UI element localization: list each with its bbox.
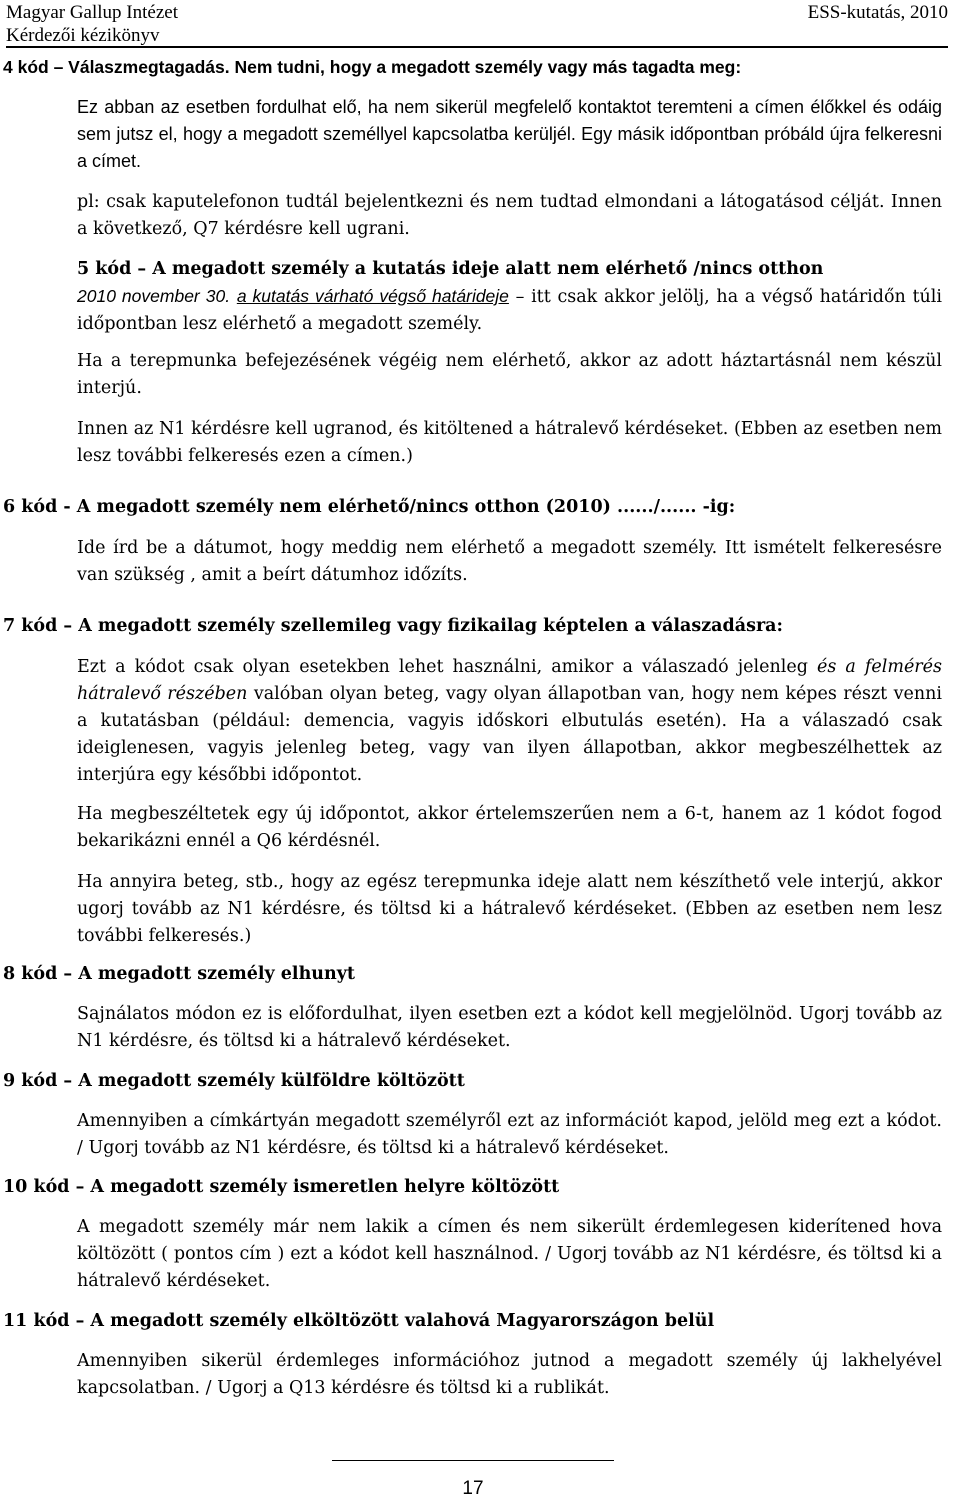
code-5-paragraph-1	[77, 283, 942, 338]
code-5-heading: 5 kód – A megadott személy a kutatás ideje alatt nem elérhető /nincs otthon	[77, 259, 824, 279]
footer-rule	[332, 1460, 614, 1461]
code-9-paragraph-1: Amennyiben a címkártyán megadott személyről ezt az információt kapod, jelöld meg ezt a kódot. / Ugorj tovább az N1 kérdésre, és töltsd ki a hátralevő kérdéseket.	[77, 1111, 942, 1158]
code-4-heading: 4 kód – Válaszmegtagadás. Nem tudni, hogy a megadott személy vagy más tagadta meg:	[3, 57, 742, 77]
code-4-example: pl: csak kaputelefonon tudtál bejelentkezni és nem tudtad elmondani a látogatásod célját.	[77, 192, 885, 212]
code-7-text-b: valóban olyan beteg, vagy olyan állapotban van, hogy nem képes részt venni a kutatásban (például: demencia, vagyis időskori elbutulás esetén). Ha a válaszadó csak ideiglenesen, vagyis jelenleg beteg, vagy van ilyen állapotban, akkor megbeszélhettek az interjúra egy későbbi időpontot.	[77, 684, 942, 785]
header-doc-title: Kérdezői kézikönyv	[6, 25, 160, 46]
code-8-heading: 8 kód – A megadott személy elhunyt	[3, 964, 355, 984]
code-9-heading: 9 kód – A megadott személy külföldre költözött	[3, 1071, 465, 1091]
code-7-text-a: Ezt a kódot csak olyan esetekben lehet használni, amikor a válaszadó jelenleg	[77, 657, 817, 677]
code-7-paragraph-2: Ha megbeszéltetek egy új időpontot, akkor értelemszerűen nem a 6-t, hanem az 1 kódot fogod bekarikázni ennél a Q6 kérdésnél.	[77, 804, 942, 851]
code-7-heading: 7 kód – A megadott személy szellemileg vagy fizikailag képtelen a válaszadásra:	[3, 616, 783, 636]
header-project: ESS-kutatás, 2010	[807, 2, 948, 23]
code-5-rest: – itt csak akkor jelölj, ha a végső határidőn túli időpontban lesz elérhető a megadott személy.	[77, 287, 942, 334]
code-7-paragraph-3: Ha annyira beteg, stb., hogy az egész terepmunka ideje alatt nem készíthető vele interjú, akkor ugorj tovább az N1 kérdésre, és töltsd ki a hátralevő kérdéseket. (Ebben az esetben nem lesz további felkeresés.)	[77, 872, 942, 946]
header-org: Magyar Gallup Intézet	[6, 2, 178, 23]
code-6-heading: 6 kód - A megadott személy nem elérhető/nincs otthon (2010) ....../...... -ig:	[3, 497, 736, 517]
page-number: 17	[462, 1478, 484, 1499]
code-11-heading: 11 kód – A megadott személy elköltözött valahová Magyarországon belül	[3, 1311, 715, 1331]
code-5-paragraph-3: Innen az N1 kérdésre kell ugranod, és kitöltened a hátralevő kérdéseket. (Ebben az esetben nem lesz további felkeresés ezen a címen.)	[77, 419, 942, 466]
code-6-paragraph-1: Ide írd be a dátumot, hogy meddig nem elérhető a megadott személy. Itt ismételt felkeresésre van szükség , amit a beírt dátumhoz időzíts.	[77, 538, 942, 585]
code-5-deadline: a kutatás várható végső határideje	[236, 286, 509, 306]
code-5-date: 2010 november 30.	[77, 286, 231, 306]
code-7-italic: és a felmérés hátralevő részében	[77, 657, 942, 704]
code-10-paragraph-1: A megadott személy már nem lakik a címen és nem sikerült érdemlegesen kiderítened hova költözött ( pontos cím ) ezt a kódot kell használnod. / Ugorj tovább az N1 kérdésre, és töltsd ki a hátralevő kérdéseket.	[77, 1217, 942, 1291]
code-7-paragraph-1	[77, 654, 942, 789]
code-8-paragraph-1: Sajnálatos módon ez is előfordulhat, ilyen esetben ezt a kódot kell megjelölnöd. Ugorj tovább az N1 kérdésre, és töltsd ki a hátralevő kérdéseket.	[77, 1004, 942, 1051]
code-4-jump: Innen a következő, Q7 kérdésre kell ugrani.	[77, 192, 942, 239]
page-header	[6, 0, 948, 48]
code-5-paragraph-2: Ha a terepmunka befejezésének végéig nem elérhető, akkor az adott háztartásnál nem készül interjú.	[77, 351, 942, 398]
code-11-paragraph-1: Amennyiben sikerül érdemleges információhoz jutnod a megadott személy új lakhelyével kapcsolatban. / Ugorj a Q13 kérdésre és töltsd ki a rublikát.	[77, 1351, 942, 1398]
code-4-paragraph-2	[77, 189, 942, 243]
code-4-paragraph-1: Ez abban az esetben fordulhat elő, ha nem sikerül megfelelő kontaktot teremteni a címen élőkkel és odáig sem jutsz el, hogy a megadott személlyel kapcsolatba kerüljél. Egy másik időpontban próbáld újra felkeresni a címet.	[77, 97, 942, 171]
code-10-heading: 10 kód – A megadott személy ismeretlen helyre költözött	[3, 1177, 560, 1197]
